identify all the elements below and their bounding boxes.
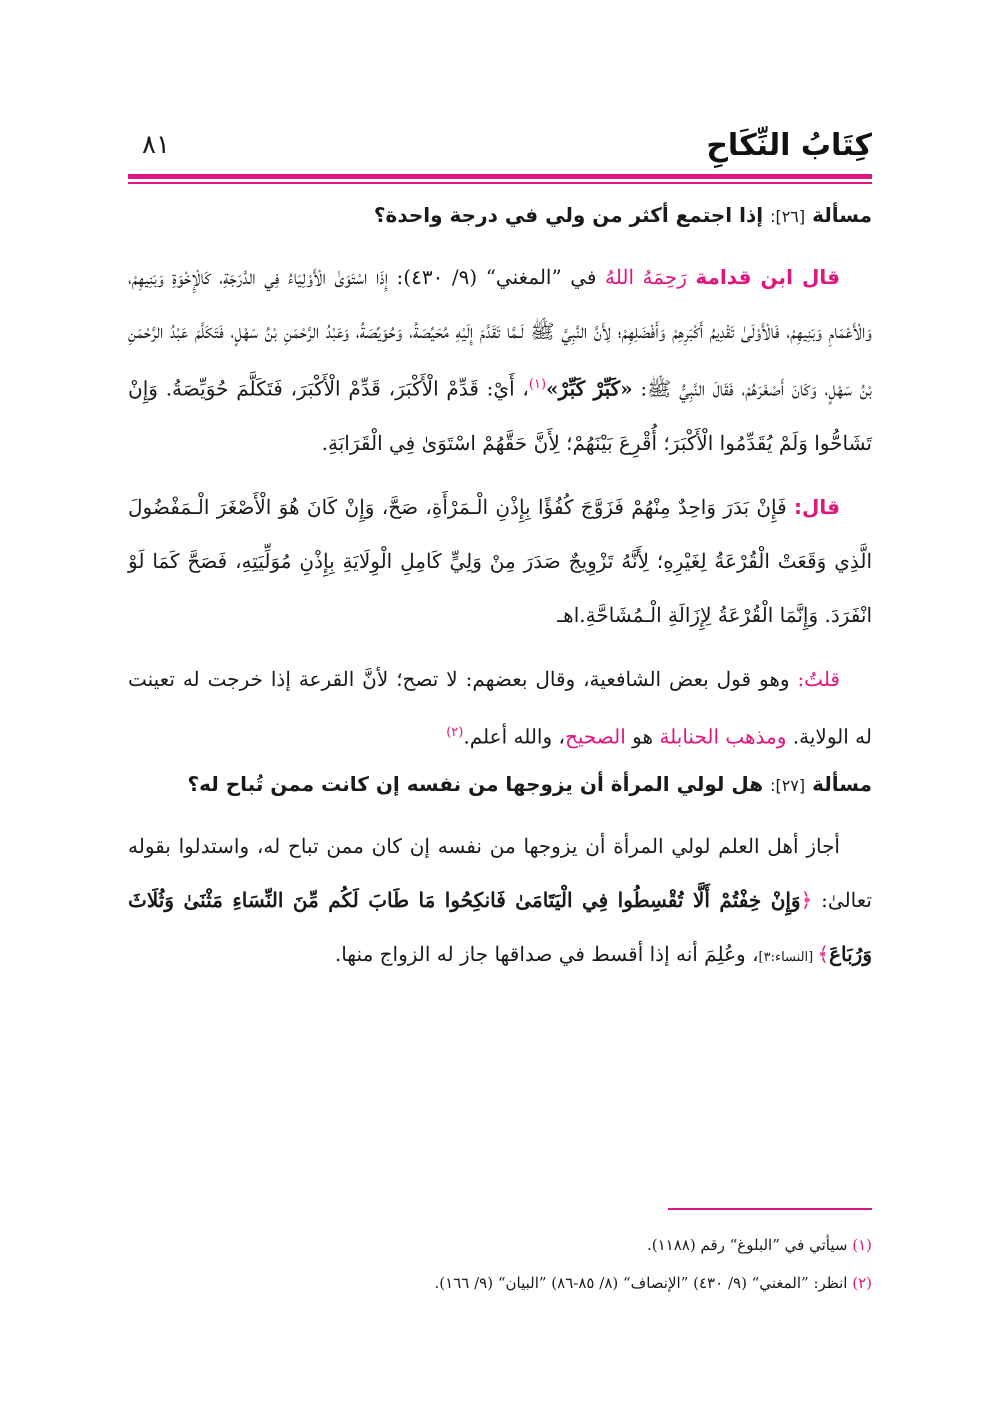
footnote-number: (١)	[852, 1236, 872, 1254]
qultu-label: قلتُ:	[797, 666, 840, 691]
book-title: كِتَابُ النِّكَاحِ	[706, 128, 872, 163]
qala-label: قال:	[794, 494, 841, 519]
footnote-mark-2[interactable]: (٢)	[446, 724, 464, 740]
issue-title: إذا اجتمع أكثر من ولي في درجة واحدة؟	[373, 203, 764, 227]
ijaza-text: أجاز أهل العلم لولي المرأة أن يزوجها من نفسه إن كان ممن تباح له، واستدلوا بقوله تعالىٰ:	[128, 834, 872, 913]
ijaza-paragraph	[128, 819, 872, 985]
qultu-end: ، والله أعلم.	[463, 724, 565, 749]
sahih-text: الصحيح	[564, 724, 626, 749]
footnote-mark-1[interactable]: (١)	[528, 377, 547, 392]
running-header	[128, 122, 872, 172]
issue-number: [٢٦]:	[770, 207, 806, 226]
qala-text: فَإِنْ بَدَرَ وَاحِدٌ مِنْهُمْ فَزَوَّجَ كُفُؤًا بِإِذْنِ الْـمَرْأَةِ، صَحَّ، وَإِنْ كَانَ هُوَ الْأَصْغَرَ الْـمَفْضُولَ الَّذِي وَقَعَتْ الْقُرْعَةُ لِغَيْرِهِ؛ لِأَنَّهُ تَزْوِيجٌ صَدَرَ مِنْ وَلِيٍّ كَامِلِ الْوِلَايَةِ بِإِذْنِ مُوَلِّيَتِهِ، فَصَحَّ كَمَا لَوْ انْفَرَدَ. وَإِنَّمَا الْقُرْعَةُ لِإِزَالَةِ الْـمُشَاحَّةِ.اهـ	[128, 494, 872, 627]
issue-label: مسألة	[812, 203, 872, 227]
main-content	[128, 182, 872, 985]
verse-reference: [النساء:٣]	[758, 950, 818, 966]
madhhab-text: ومذهب الحنابلة	[659, 724, 787, 749]
ijaza-text-cont: ، وعُلِمَ أنه إذا أقسط في صداقها جاز له الزواج منها.	[334, 942, 759, 967]
issue-label: مسألة	[812, 772, 872, 797]
quran-verse: وَإِنْ خِفْتُمْ أَلَّا تُقْسِطُوا فِي الْيَتَامَىٰ فَانكِحُوا مَا طَابَ لَكُم مِّنَ النِّسَاءِ مَثْنَىٰ وَثُلَاثَ وَرُبَاعَ	[128, 888, 872, 967]
author-name: قال ابن قدامة	[695, 265, 841, 289]
issue-number: [٢٧]:	[770, 776, 806, 796]
hadith-text: «كَبِّرْ كَبِّرْ»	[546, 376, 633, 401]
footnotes	[128, 1226, 872, 1302]
issue-title: هل لولي المرأة أن يزوجها من نفسه إن كانت ممن تُباح له؟	[187, 772, 764, 797]
ibn-qudama-quote	[128, 250, 872, 470]
qultu-text: وهو قول بعض الشافعية، وقال بعضهم: لا تصح؛ لأنَّ القرعة إذا خرجت له تعينت له الولاية.	[128, 666, 872, 749]
qala-paragraph	[128, 480, 872, 642]
footnote-1	[128, 1226, 872, 1264]
quote-text-cont: ، أَيْ: قَدِّمْ الْأَكْبَرَ، قَدِّمْ الْأَكْبَرَ، فَتَكَلَّمَ حُوَيِّصَةُ. وَإِنْ تَشَاحُّوا وَلَمْ يُقَدِّمُوا الْأَكْبَرَ؛ أُقْرِعَ بَيْنَهُمْ؛ لِأَنَّ حَقَّهُمْ اسْتَوَىٰ فِي الْقَرَابَةِ.	[128, 376, 872, 455]
page-number: ٨١	[142, 130, 170, 160]
header-rule-thick	[128, 174, 872, 179]
quran-brace-open: ﴿	[800, 888, 813, 913]
issue-26-heading	[128, 198, 872, 234]
source-citation: في ”المغني“ (٩/ ٤٣٠):	[388, 265, 606, 289]
footnote-2	[128, 1264, 872, 1302]
footnote-text: سيأتي في ”البلوغ“ رقم (١١٨٨).	[646, 1236, 853, 1254]
qultu-mid: هو	[625, 724, 660, 749]
footnote-text: انظر: ”المغني“ (٩/ ٤٣٠) ”الإنصاف“ (٨/ ٨٥-٨٦) ”البيان“ (٩/ ١٦٦).	[434, 1274, 853, 1292]
qultu-paragraph	[128, 652, 872, 764]
quran-brace-close: ﴾	[817, 942, 830, 967]
quote-text: إِذَا اسْتَوَىٰ الْأَوْلِيَاءُ فِي الدَّرَجَةِ، كَالْإِخْوَةِ وَبَنِيهِمْ، وَالْأَعْمَامِ وَبَنِيهِمْ، فَالْأَوْلَىٰ تَقْدِيمُ أَكْبَرِهِمْ وَأَفْضَلِهِمْ؛ لِأَنَّ النَّبِيَّ ﷺ لَـمَّا تَقَدَّمَ إِلَيْهِ مُحَيِّصَةُ، وَحُوَيِّصَةُ، وَعَبْدُ الرَّحْمَنِ بْنُ سَهْلٍ، فَتَكَلَّمَ عَبْدُ الرَّحْمَنِ بْنُ سَهْلٍ، وَكَانَ أَصْغَرَهُمْ، فَقَالَ النَّبِيُّ ﷺ:	[128, 265, 872, 401]
footnote-separator	[668, 1208, 872, 1210]
honorific: رَحِمَهُ اللهُ	[605, 265, 687, 289]
issue-27-heading	[128, 767, 872, 803]
footnote-number: (٢)	[852, 1274, 872, 1292]
